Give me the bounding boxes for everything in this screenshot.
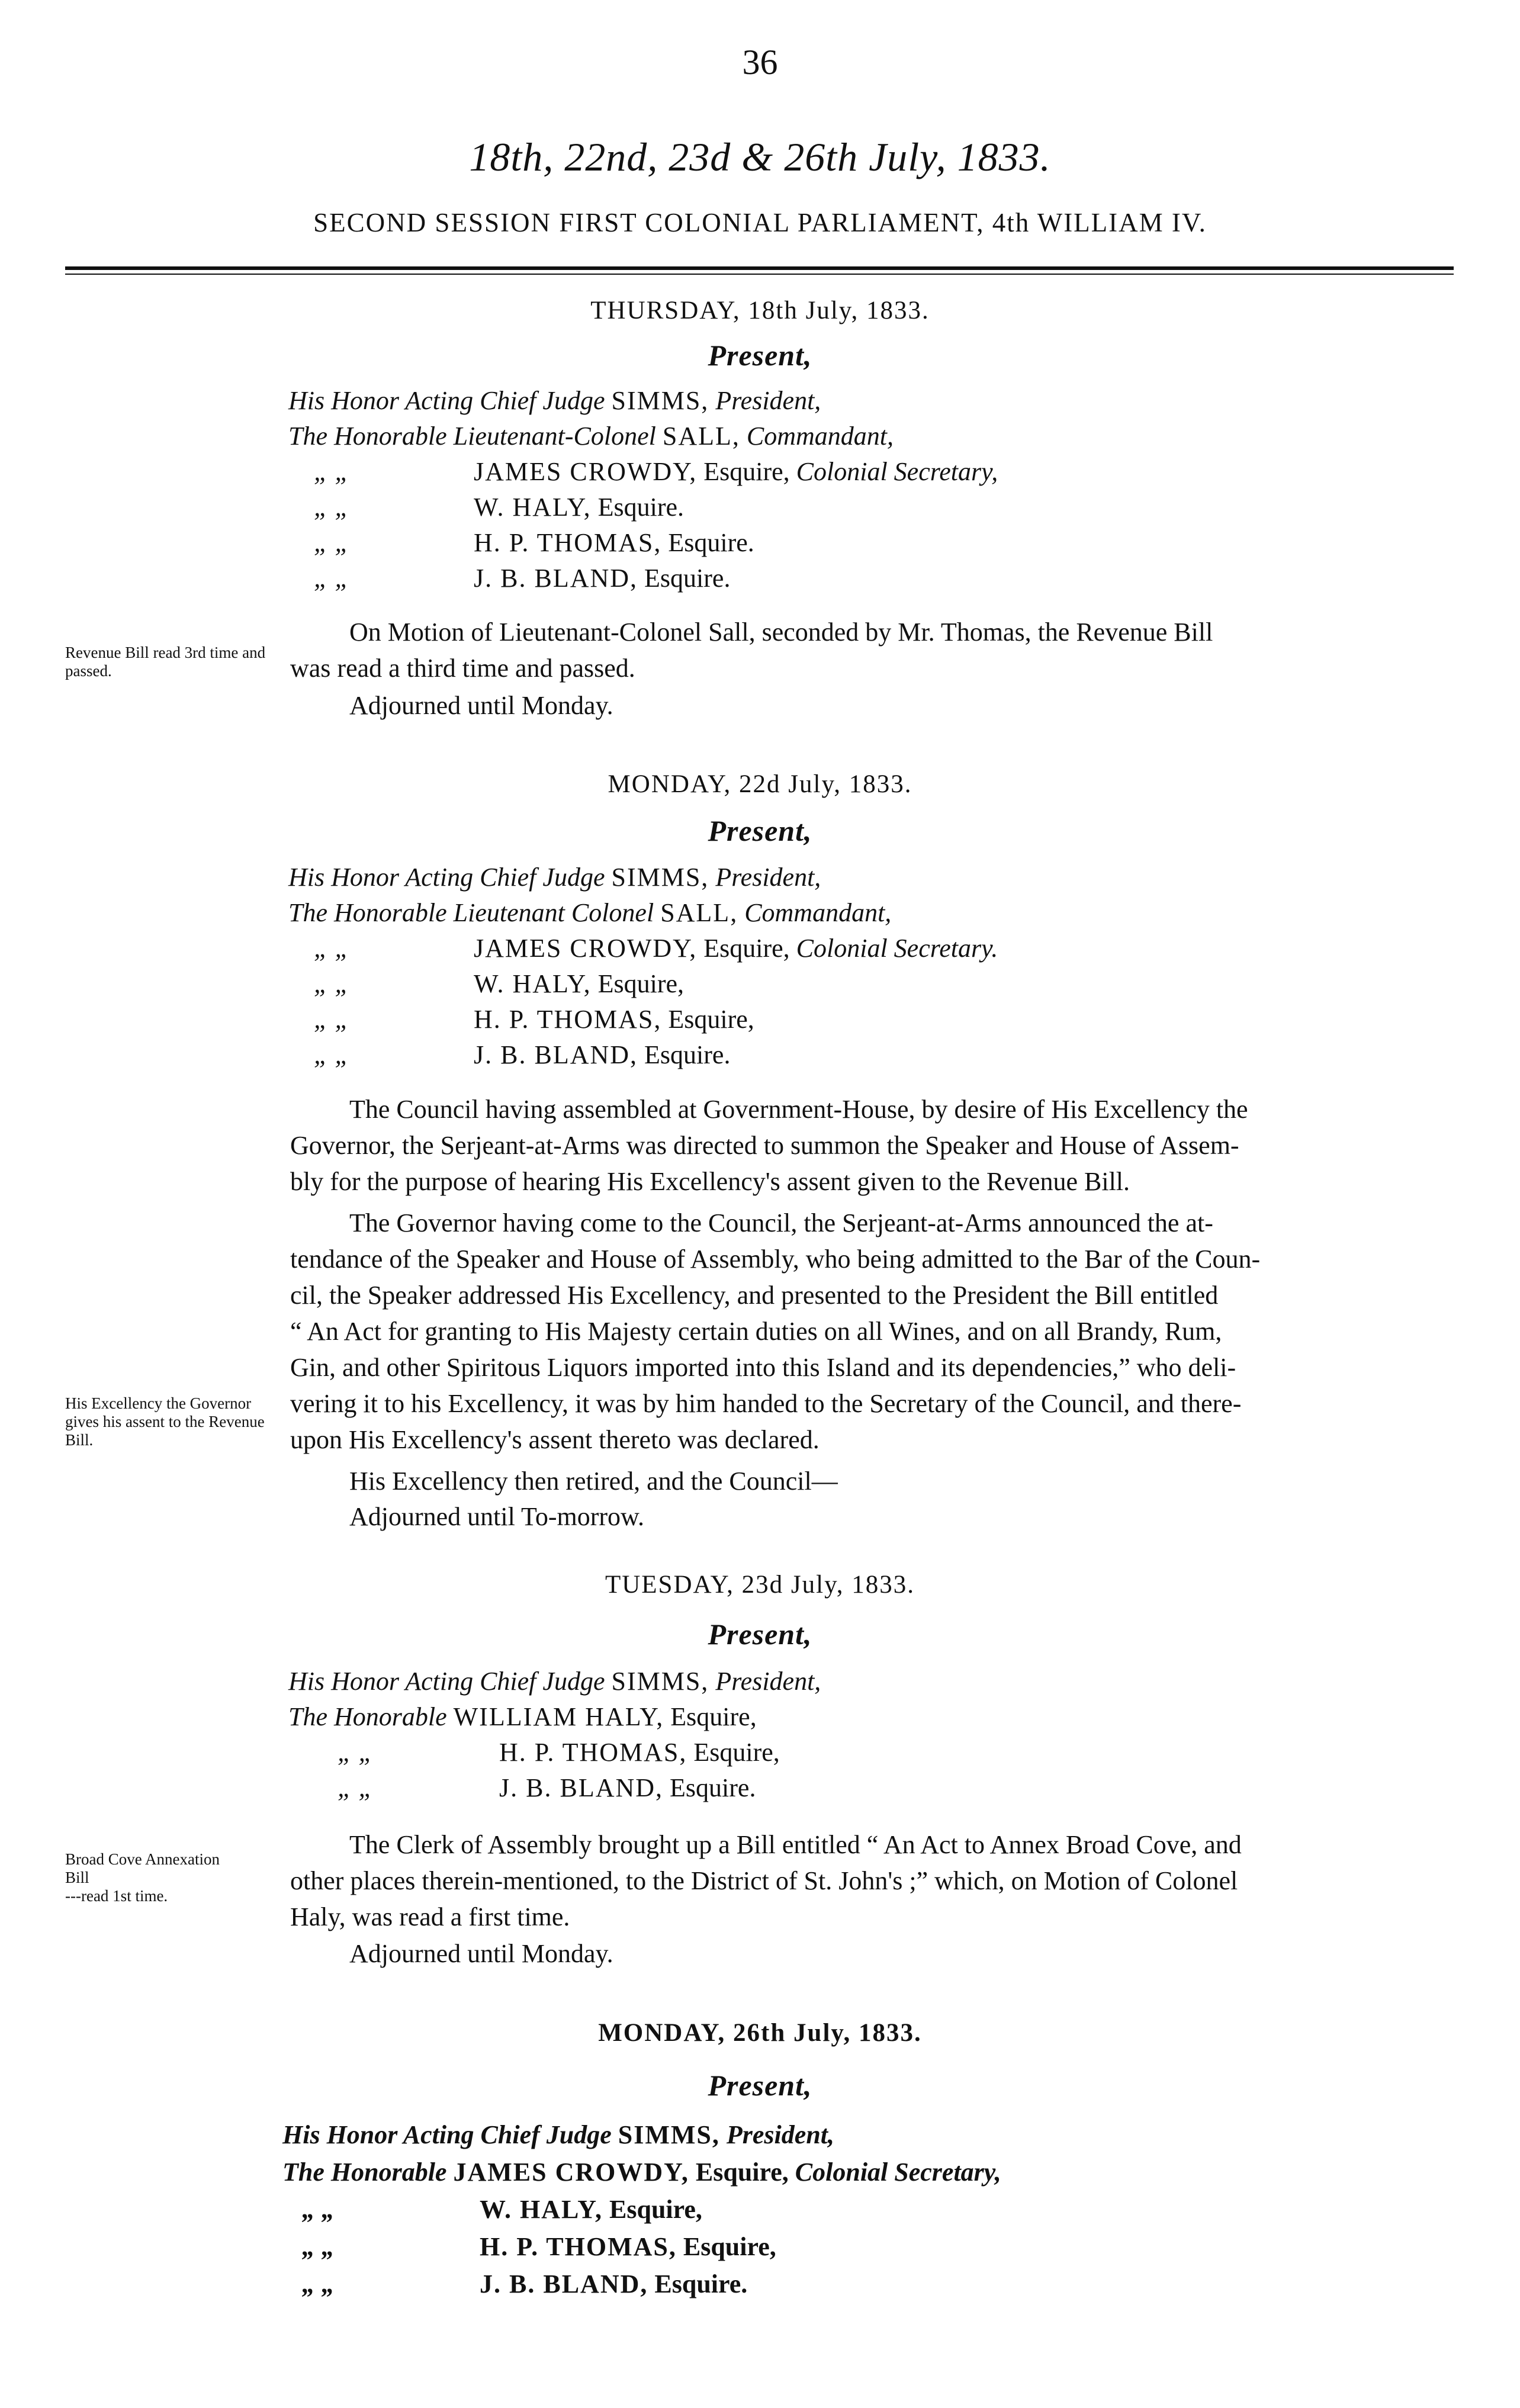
member-role: Commandant, [746,422,894,451]
member-role: Colonial Secretary, [796,457,998,486]
adjournment: Adjourned until Monday. [349,691,613,720]
member-name: H. P. THOMAS, [474,1005,662,1034]
member-suffix: Esquire, [609,2195,702,2224]
member-name: WILLIAM HALY, [453,1702,664,1731]
member-suffix: Esquire. [668,528,754,557]
ditto-marks: „ „ [314,457,349,486]
member-name: SALL, [662,422,740,451]
present-heading: Present, [708,814,812,847]
member-role: President, [715,863,821,892]
member-line [474,525,754,561]
paragraph-line: The Council having assembled at Government-House, by desire of His Excellency the [349,1095,1248,1124]
paragraph-line: The Governor having come to the Council, the Serjeant-at-Arms announced the at- [349,1208,1213,1237]
margin-note-line: Broad Cove Annexation [65,1850,220,1868]
member-suffix: Esquire, [695,2158,789,2187]
member-name: H. P. THOMAS, [499,1738,687,1767]
member-suffix: Esquire, [670,1702,757,1731]
day-heading: MONDAY, 26th July, 1833. [598,2019,922,2047]
ditto-marks: „ „ [314,934,349,963]
session-heading: SECOND SESSION FIRST COLONIAL PARLIAMENT, 4th WILLIAM IV. [313,208,1207,237]
ditto-marks: „ „ [314,564,349,593]
member-name: SIMMS, [618,2120,720,2149]
member-name: SIMMS, [611,386,709,415]
ditto-marks: „ „ [302,2232,335,2261]
margin-note-line: ---read 1st time. [65,1887,168,1905]
member-suffix: Esquire, [668,1005,754,1034]
member-line [282,2155,1001,2190]
header-rule-thick [65,266,1454,270]
member-line [282,2117,834,2153]
member-line [474,931,998,966]
member-line [499,1770,756,1806]
paragraph-line: cil, the Speaker addressed His Excellency, and presented to the President the Bill entitled [290,1281,1219,1310]
paragraph-line: “ An Act for granting to His Majesty certain duties on all Wines, and on all Brandy, Rum, [290,1317,1222,1346]
paragraph-line: The Clerk of Assembly brought up a Bill entitled “ An Act to Annex Broad Cove, and [349,1830,1242,1859]
margin-note: Revenue Bill read 3rd time and passed. [65,644,266,680]
member-line [474,1037,730,1073]
member-line [288,383,821,419]
member-prefix: His Honor Acting Chief Judge [288,1667,605,1696]
member-line [288,1664,821,1699]
member-suffix: Esquire. [597,493,685,522]
paragraph-line: Haly, was read a first time. [290,1902,570,1931]
adjournment: Adjourned until Monday. [349,1939,613,1968]
member-name: JAMES CROWDY, [474,934,698,963]
present-heading: Present, [708,2069,812,2102]
ditto-marks: „ „ [314,493,349,522]
member-role: Colonial Secretary. [796,934,998,963]
member-line [474,454,998,490]
member-suffix: Esquire, [703,457,790,486]
ditto-marks: „ „ [302,2195,335,2224]
header-rule-thin [65,274,1454,275]
minute-paragraph [290,614,1451,686]
member-role: President, [715,386,821,415]
member-line [499,1735,780,1770]
member-prefix: The Honorable Lieutenant Colonel [288,898,654,927]
paragraph-line: upon His Excellency's assent thereto was declared. [290,1425,820,1454]
paragraph-line: was read a third time and passed. [290,654,635,683]
day-heading: THURSDAY, 18th July, 1833. [590,297,930,324]
member-suffix: Esquire. [644,564,731,593]
member-name: J. B. BLAND, [480,2269,648,2298]
member-role: President, [715,1667,821,1696]
page-number: 36 [742,43,778,82]
member-suffix: Esquire, [703,934,790,963]
member-line [480,2192,702,2227]
minute-paragraph [290,1091,1451,1200]
member-prefix: His Honor Acting Chief Judge [288,386,605,415]
member-prefix: The Honorable Lieutenant-Colonel [288,422,656,451]
member-prefix: The Honorable [282,2158,447,2187]
member-prefix: His Honor Acting Chief Judge [288,863,605,892]
margin-note: His Excellency the Governor gives his assent to the Revenue Bill. [65,1394,265,1449]
member-line [288,895,891,931]
member-role: Commandant, [744,898,892,927]
member-name: W. HALY, [474,493,592,522]
paragraph-line: tendance of the Speaker and House of Assembly, who being admitted to the Bar of the Coun- [290,1245,1261,1274]
member-prefix: The Honorable [288,1702,447,1731]
ditto-marks: „ „ [314,969,349,998]
ditto-marks: „ „ [338,1738,373,1767]
minute-paragraph [290,1205,1451,1458]
member-line [288,419,894,454]
member-name: W. HALY, [480,2195,603,2224]
member-line [480,2266,747,2302]
member-name: SALL, [660,898,738,927]
member-suffix: Esquire, [597,969,685,998]
member-name: SIMMS, [611,1667,709,1696]
member-name: H. P. THOMAS, [480,2232,677,2261]
member-line [288,1699,757,1735]
member-suffix: Esquire. [654,2269,748,2298]
paragraph-line: Gin, and other Spiritous Liquors imported into this Island and its dependencies,” who deli- [290,1353,1236,1382]
member-line [288,860,821,895]
paragraph-line: vering it to his Excellency, it was by him handed to the Secretary of the Council, and there- [290,1389,1242,1418]
member-suffix: Esquire, [693,1738,780,1767]
day-heading: MONDAY, 22d July, 1833. [608,770,912,798]
margin-note-line: Bill [65,1869,89,1886]
member-name: J. B. BLAND, [474,564,638,593]
retired-note: His Excellency then retired, and the Council— [349,1467,838,1496]
member-name: JAMES CROWDY, [453,2158,689,2187]
member-name: JAMES CROWDY, [474,457,698,486]
member-suffix: Esquire. [670,1773,756,1802]
member-name: H. P. THOMAS, [474,528,662,557]
ditto-marks: „ „ [302,2269,335,2298]
page-dates-heading: 18th, 22nd, 23d & 26th July, 1833. [469,134,1051,179]
member-line [474,1002,754,1037]
margin-note [65,1850,278,1905]
ditto-marks: „ „ [338,1773,373,1802]
paragraph-line: bly for the purpose of hearing His Excellency's assent given to the Revenue Bill. [290,1167,1130,1196]
member-line [474,966,684,1002]
member-line [480,2229,776,2265]
ditto-marks: „ „ [314,1040,349,1069]
paragraph-line: Governor, the Serjeant-at-Arms was directed to summon the Speaker and House of Assem- [290,1131,1239,1160]
ditto-marks: „ „ [314,1005,349,1034]
member-role: President, [726,2120,835,2149]
member-name: SIMMS, [611,863,709,892]
day-heading: TUESDAY, 23d July, 1833. [605,1571,915,1599]
member-name: W. HALY, [474,969,592,998]
member-line [474,561,730,596]
member-name: J. B. BLAND, [474,1040,638,1069]
paragraph-line: other places therein-mentioned, to the District of St. John's ;” which, on Motion of Colonel [290,1866,1238,1895]
adjournment: Adjourned until To-morrow. [349,1502,644,1531]
member-name: J. B. BLAND, [499,1773,664,1802]
present-heading: Present, [708,1618,812,1651]
member-suffix: Esquire. [644,1040,731,1069]
member-prefix: His Honor Acting Chief Judge [282,2120,612,2149]
present-heading: Present, [708,339,812,372]
paragraph-line: On Motion of Lieutenant-Colonel Sall, seconded by Mr. Thomas, the Revenue Bill [349,618,1213,647]
member-line [474,490,684,525]
minute-paragraph [290,1827,1451,1935]
member-suffix: Esquire, [683,2232,776,2261]
ditto-marks: „ „ [314,528,349,557]
member-role: Colonial Secretary, [795,2158,1001,2187]
